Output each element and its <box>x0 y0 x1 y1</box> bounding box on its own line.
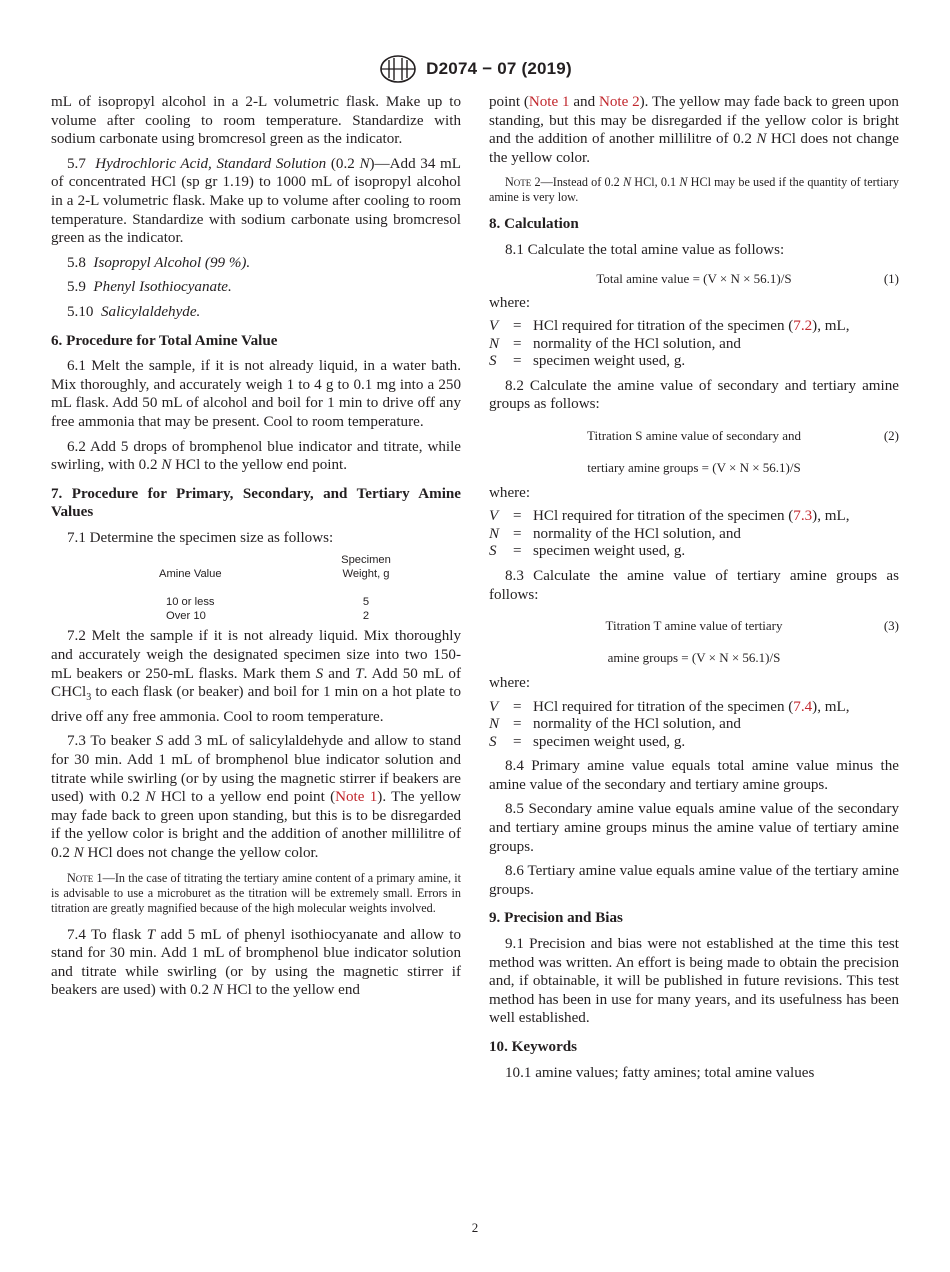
paragraph-7-4-continuation: point (Note 1 and Note 2). The yellow may fade back to green upon standing, but this may be disregarded if the yellow color is bright and the addition of another millilitre of 0.2 N HCl does not change the yellow color. <box>489 94 899 166</box>
table-header-amine: Amine Value <box>159 568 222 581</box>
variable-list-3 <box>489 699 899 752</box>
paragraph-5-10: 5.10 Salicylaldehyde. <box>67 303 201 320</box>
table-header-row-1 <box>131 553 431 567</box>
table-header-row-2 <box>131 567 431 581</box>
variable-item: S = specimen weight used, g. <box>489 353 686 370</box>
section-heading-10: 10. Keywords <box>489 1038 578 1055</box>
paragraph-5-7: 5.7 Hydrochloric Acid, Standard Solution (0.2 N)—Add 34 mL of concentrated HCl (sp gr 1.19) to 1000 mL of isopropyl alcohol in a 2-L volumetric flask. Make up to volume after cooling to room temperature. Standardize with sodium carbonate using bromcresol green as the indicator. <box>51 155 462 247</box>
paragraph-8-3: 8.3 Calculate the amine value of tertiary amine groups as follows: <box>489 567 899 603</box>
note-1-link[interactable]: Note 1 <box>528 94 570 110</box>
variable-item: S = specimen weight used, g. <box>489 543 686 560</box>
table-header-weight-2: Weight, g <box>342 568 390 581</box>
variable-item: S = specimen weight used, g. <box>489 733 686 750</box>
variable-item: V = HCl required for titration of the specimen (7.2), mL, <box>489 318 850 335</box>
equation-2-line-2: tertiary amine groups = (V × N × 56.1)/S <box>587 459 801 475</box>
where-label: where: <box>489 675 531 692</box>
section-heading-8: 8. Calculation <box>489 216 579 233</box>
paragraph-7-4: 7.4 To flask T add 5 mL of phenyl isothiocyanate and allow to stand for 30 min. Add 1 mL of bromphenol blue indicator solution and titrate while swirling (or by using the magnetic stirrer if beakers are used) with 0.2 N HCl to the yellow end <box>51 926 462 999</box>
paragraph-5-9: 5.9 Phenyl Isothiocyanate. <box>67 279 232 296</box>
page-header <box>0 56 950 82</box>
section-7-2-link[interactable]: 7.2 <box>793 318 813 335</box>
paragraph-8-2: 8.2 Calculate the amine value of secondary and tertiary amine groups as follows: <box>489 377 899 413</box>
equation-3-line-2: amine groups = (V × N × 56.1)/S <box>607 649 781 665</box>
paragraph-6-1: 6.1 Melt the sample, if it is not already liquid, in a water bath. Mix thoroughly, and accurately weigh 1 to 4 g to 0.1 mg into a 250 mL flask. Add 50 mL of alcohol and boil for 1 min to drive off any free ammonia that may be present. Cool to room temperature. <box>51 358 461 430</box>
paragraph-8-4: 8.4 Primary amine value equals total amine value minus the amine value of the secondary and tertiary amine groups. <box>489 758 899 793</box>
paragraph-7-1: 7.1 Determine the specimen size as follows: <box>67 529 334 546</box>
paragraph-8-5: 8.5 Secondary amine value equals amine value of the secondary and tertiary amine groups minus the amine value of tertiary amine groups. <box>489 801 899 855</box>
section-heading-9: 9. Precision and Bias <box>489 910 623 927</box>
section-7-3-link[interactable]: 7.3 <box>793 508 813 525</box>
table-row: 10 or less 5 <box>166 596 370 609</box>
note-1: Note 1—In the case of titrating the tertiary amine content of a primary amine, it is advisable to use a microburet as the titration will be extremely small. Errors in titration are greatly magnified because of the high molecular weights involved. <box>51 870 462 915</box>
where-label: where: <box>489 294 531 311</box>
section-heading-6: 6. Procedure for Total Amine Value <box>51 332 278 349</box>
paragraph-8-1: 8.1 Calculate the total amine value as follows: <box>505 241 785 258</box>
table-row: Over 10 2 <box>166 610 370 623</box>
section-7-4-link[interactable]: 7.4 <box>793 698 813 715</box>
paragraph-10-1: 10.1 amine values; fatty amines; total amine values <box>505 1064 815 1081</box>
variable-item: N = normality of the HCl solution, and <box>489 335 741 352</box>
variable-item: V = HCl required for titration of the specimen (7.4), mL, <box>489 698 850 715</box>
variable-list-1 <box>489 318 899 371</box>
page-number: 2 <box>471 1220 479 1235</box>
equation-3-line-1: Titration T amine value of tertiary (3) <box>605 617 899 633</box>
right-column <box>489 93 899 1088</box>
paragraph-9-1: 9.1 Precision and bias were not established at the time this test method was written. An effort is being made to obtain the precision and, if obtainable, it will be published in future revisions. This test method has been in use for many years, and its usefulness has been well established. <box>489 935 899 1027</box>
note-2: Note 2—Instead of 0.2 N HCl, 0.1 N HCl may be used if the quantity of tertiary amine is very low. <box>489 175 899 205</box>
astm-logo-icon <box>378 54 418 84</box>
section-heading-7: 7. Procedure for Primary, Secondary, and Tertiary Amine Values <box>51 485 461 521</box>
paragraph-8-6: 8.6 Tertiary amine value equals amine value of the tertiary amine groups. <box>489 863 899 898</box>
variable-item: N = normality of the HCl solution, and <box>489 716 741 733</box>
left-column <box>51 93 461 1006</box>
note-2-link[interactable]: Note 2 <box>598 94 640 110</box>
document-id: D2074 − 07 (2019) <box>426 59 572 78</box>
equation-2-line-1: Titration S amine value of secondary and (2) <box>587 427 899 443</box>
variable-list-2 <box>489 508 899 561</box>
variable-item: V = HCl required for titration of the specimen (7.3), mL, <box>489 508 850 525</box>
where-label: where: <box>489 484 531 501</box>
paragraph-6-2: 6.2 Add 5 drops of bromphenol blue indicator and titrate, while swirling, with 0.2 N HCl to the yellow end point. <box>51 438 461 474</box>
table-header-weight-1: Specimen <box>341 554 391 567</box>
variable-item: N = normality of the HCl solution, and <box>489 525 741 542</box>
paragraph-continuation: mL of isopropyl alcohol in a 2-L volumetric flask. Make up to volume after cooling to room temperature. Standardize with sodium carbonate using bromcresol green as the indicator. <box>51 94 461 148</box>
equation-1: Total amine value = (V × N × 56.1)/S (1) <box>596 271 899 287</box>
note-1-link[interactable]: Note 1 <box>335 789 378 806</box>
paragraph-5-8: 5.8 Isopropyl Alcohol (99 %). <box>67 254 251 271</box>
specimen-size-table <box>131 553 431 623</box>
paragraph-7-3: 7.3 To beaker S add 3 mL of salicylaldehyde and allow to stand for 30 min. Add 1 mL of bromphenol blue indicator solution and titrate while swirling (or by using the magnetic stirrer if beakers are used) with 0.2 N HCl to a yellow end point (Note 1). The yellow may fade back to green upon standing, but this is to be disregarded if the yellow color is bright and the addition of another millilitre of 0.2 N HCl does not change the yellow color. <box>51 733 461 862</box>
paragraph-7-2: 7.2 Melt the sample if it is not already liquid. Mix thoroughly and accurately weigh the designated specimen size into two 150-mL beakers or 250-mL flasks. Mark them S and T. Add 50 mL of CHCl$_3$ to each flask (or beaker) and boil for 1 min on a hot plate to drive off any free ammonia. Cool to room temperature. <box>51 628 461 725</box>
